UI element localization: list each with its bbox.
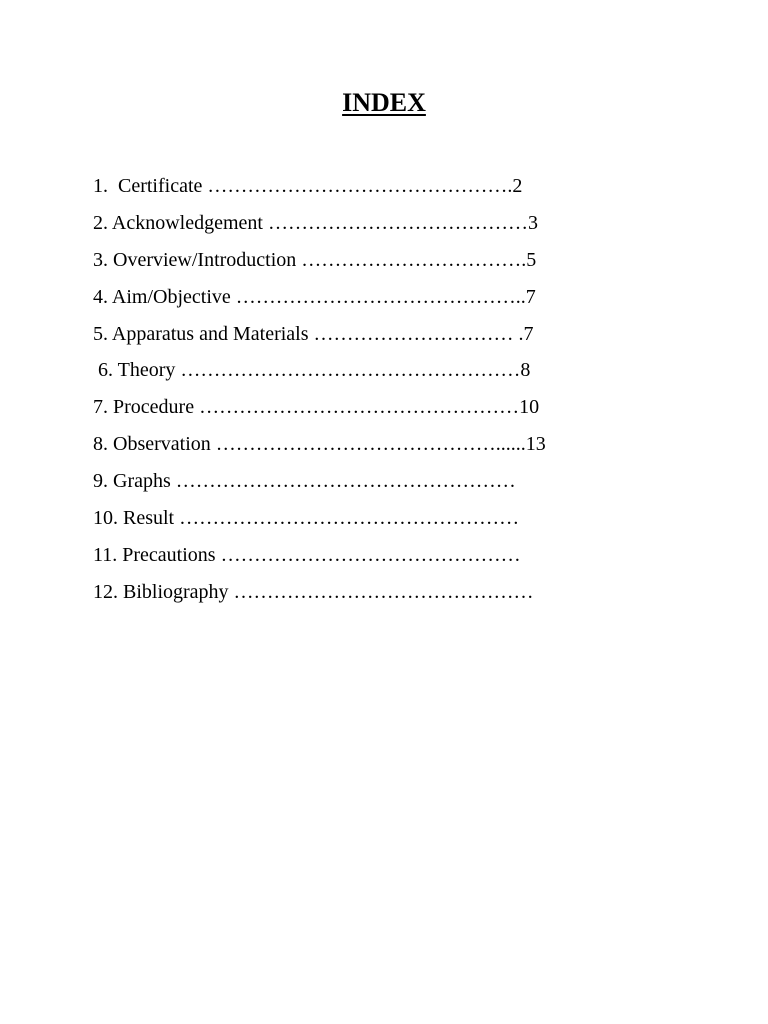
toc-entry-graphs: 9. Graphs …………………………………………… bbox=[93, 470, 516, 493]
toc-entry-bibliography: 12. Bibliography ……………………………………… bbox=[93, 580, 534, 603]
toc-entry-observation: 8. Observation ……………………………………......13 bbox=[93, 433, 546, 456]
toc-entry-result: 10. Result …………………………………………… bbox=[93, 507, 520, 530]
toc-entry-theory: 6. Theory ……………………………………………8 bbox=[93, 359, 531, 382]
index-title bbox=[0, 86, 768, 120]
toc-entry-procedure: 7. Procedure …………………………………………10 bbox=[93, 396, 540, 419]
toc-entry-precautions: 11. Precautions ……………………………………… bbox=[93, 543, 521, 566]
toc-entry-certificate: 1. Certificate ……………………………………….2 bbox=[93, 175, 523, 197]
toc-entry-overview: 3. Overview/Introduction …………………………….5 bbox=[93, 248, 537, 271]
index-title-text: INDEX bbox=[342, 88, 426, 117]
table-of-contents bbox=[93, 172, 653, 615]
toc-entry-apparatus: 5. Apparatus and Materials ………………………… .7 bbox=[93, 322, 534, 345]
toc-entry-aim: 4. Aim/Objective ……………………………………..7 bbox=[93, 285, 536, 308]
toc-entry-acknowledgement: 2. Acknowledgement …………………………………3 bbox=[93, 211, 538, 234]
